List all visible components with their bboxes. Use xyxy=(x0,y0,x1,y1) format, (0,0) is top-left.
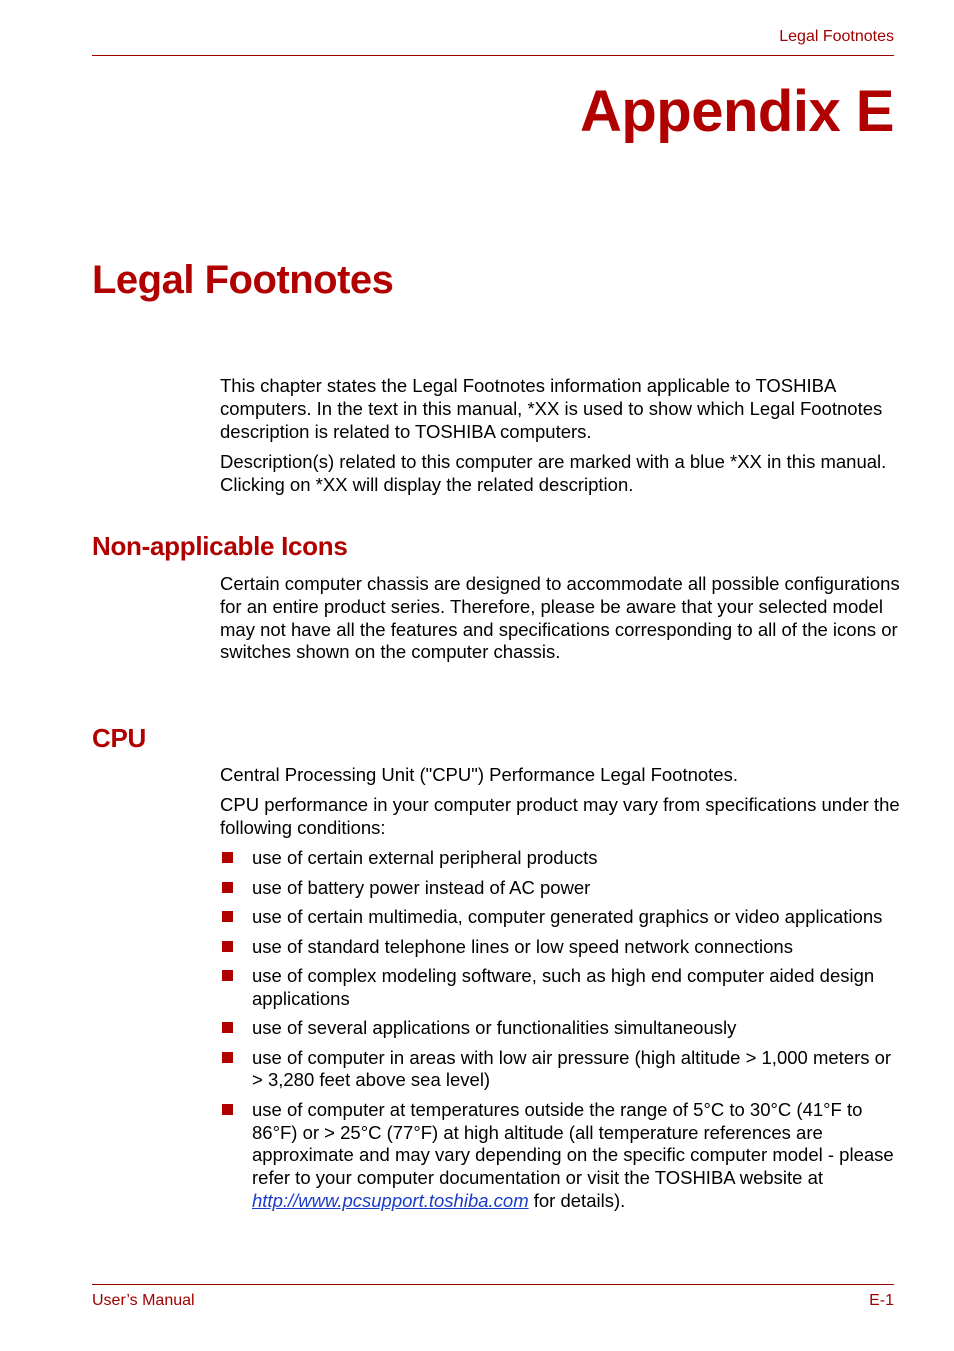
square-bullet-icon xyxy=(222,1022,233,1033)
list-item-text: for details). xyxy=(528,1189,626,1211)
non-applicable-paragraph: Certain computer chassis are designed to accommodate all possible configurations for an entire product series. Therefore, please be aware that your selected model may not have all the features and specifications corresponding to all of the icons or switches shown on the computer chassis. xyxy=(220,573,900,663)
square-bullet-icon xyxy=(222,970,233,981)
list-item-text: use of certain external peripheral products xyxy=(252,847,598,869)
square-bullet-icon xyxy=(222,852,233,863)
page-number: E-1 xyxy=(869,1292,894,1309)
list-item-text: use of several applications or functionalities simultaneously xyxy=(252,1017,737,1039)
list-item-text: use of battery power instead of AC power xyxy=(252,876,591,898)
list-item xyxy=(220,1047,900,1093)
appendix-title: Appendix E xyxy=(579,79,894,144)
square-bullet-icon xyxy=(222,1104,233,1115)
list-item xyxy=(220,877,900,900)
cpu-paragraph: Central Processing Unit ("CPU") Performance Legal Footnotes. xyxy=(220,764,738,785)
list-item-text: use of certain multimedia, computer generated graphics or video applications xyxy=(252,906,883,928)
list-item-text: use of computer in areas with low air pressure (high altitude > 1,000 meters or > 3,280 feet above sea level) xyxy=(252,1046,892,1091)
cpu-paragraph: CPU performance in your computer product may vary from specifications under the following conditions: xyxy=(220,794,900,839)
cpu-heading: CPU xyxy=(92,723,146,753)
list-item xyxy=(220,847,900,870)
square-bullet-icon xyxy=(222,1052,233,1063)
list-item-text: use of computer at temperatures outside the range of 5°C to 30°C (41°F to 86°F) or > 25°C (77°F) at high altitude (all temperature references are approximate and may vary depending on the specific computer model - please refer to your computer documentation or visit the TOSHIBA website at xyxy=(252,1098,894,1189)
square-bullet-icon xyxy=(222,911,233,922)
intro-paragraph: Description(s) related to this computer are marked with a blue *XX in this manual. Clicking on *XX will display the related description. xyxy=(220,450,887,495)
list-item xyxy=(220,1099,900,1213)
intro-section xyxy=(220,375,900,504)
non-applicable-section xyxy=(220,573,900,672)
toshiba-support-link[interactable]: http://www.pcsupport.toshiba.com xyxy=(252,1189,529,1211)
list-item xyxy=(220,936,900,959)
list-item-text: use of standard telephone lines or low speed network connections xyxy=(252,935,793,957)
list-item-text: use of complex modeling software, such as high end computer aided design applications xyxy=(252,964,875,1009)
square-bullet-icon xyxy=(222,941,233,952)
list-item xyxy=(220,1017,900,1040)
list-item xyxy=(220,906,900,929)
chapter-title: Legal Footnotes xyxy=(92,258,394,302)
intro-paragraph: This chapter states the Legal Footnotes information applicable to TOSHIBA computers. In the text in this manual, *XX is used to show which Legal Footnotes description is related to TOSHIBA computers. xyxy=(220,375,883,442)
footer-manual-title: User’s Manual xyxy=(92,1292,195,1309)
non-applicable-heading: Non-applicable Icons xyxy=(92,531,348,561)
footer-rule xyxy=(92,1284,894,1285)
running-header: Legal Footnotes xyxy=(779,28,894,45)
cpu-section xyxy=(220,764,900,1219)
header-rule xyxy=(92,55,894,56)
square-bullet-icon xyxy=(222,882,233,893)
list-item xyxy=(220,965,900,1011)
cpu-conditions-list xyxy=(220,847,900,1212)
